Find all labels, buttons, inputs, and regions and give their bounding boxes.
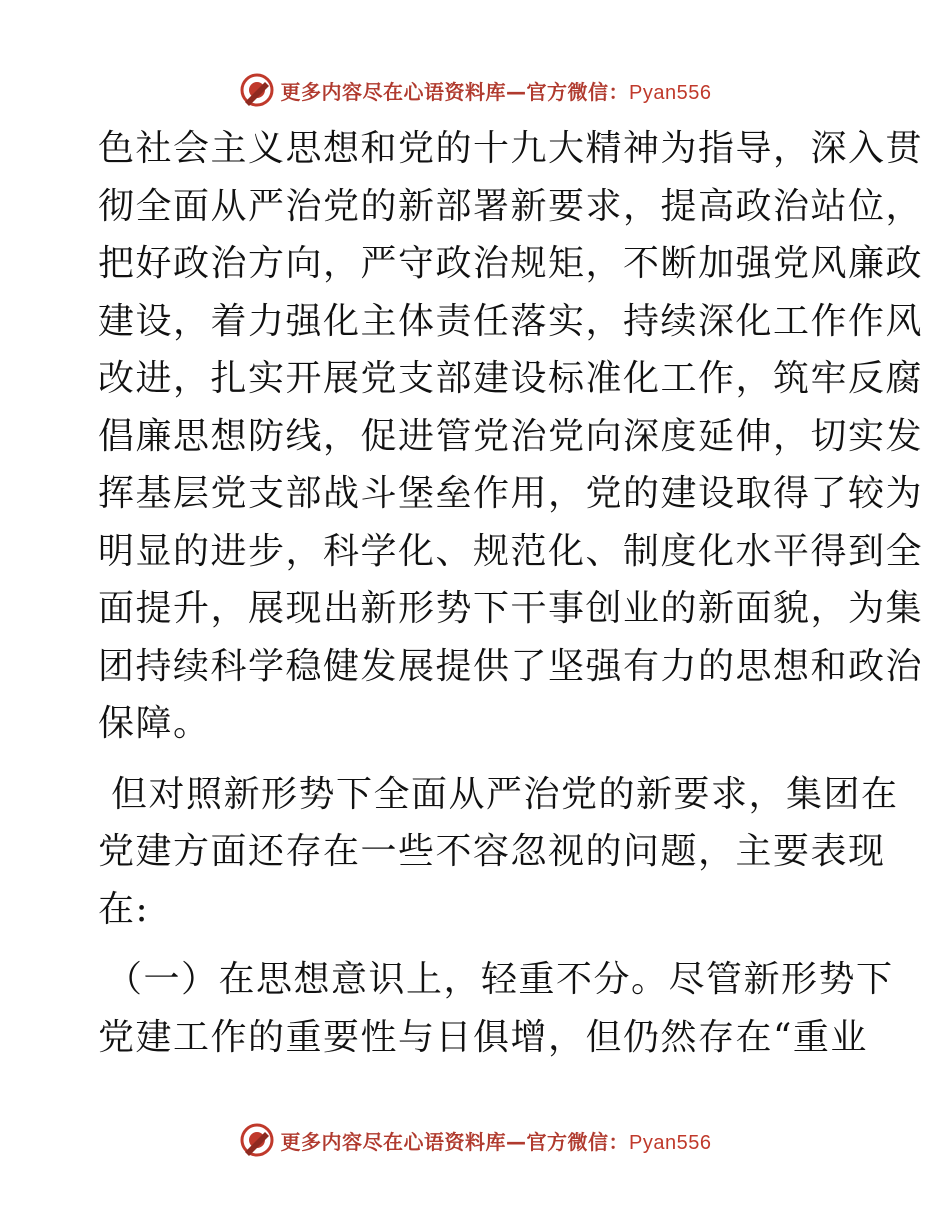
document-body [98,120,924,1066]
footer-watermark [0,1120,950,1160]
header-watermark [0,70,950,110]
pen-logo-icon [239,72,275,108]
text-line: 面提升，展现出新形势下干事创业的新面貌，为集 [98,588,924,629]
paragraph [98,766,899,939]
text-line: 党建工作的重要性与日俱增，但仍然存在“重业 [98,1016,868,1058]
watermark-label: 更多内容尽在心语资料库—官方微信： [280,1129,630,1154]
text-line: 挥基层党支部战斗堡垒作用，党的建设取得了较为 [98,473,924,514]
watermark-label: 更多内容尽在心语资料库—官方微信： [280,79,630,104]
text-line: 倡廉思想防线，促进管党治党向深度延伸，切实发 [98,415,924,457]
text-line: 把好政治方向，严守政治规矩，不断加强党风廉政 [98,243,924,284]
watermark-text [281,76,712,105]
pen-logo-icon [239,1122,275,1158]
watermark-wechat-id: Pyan556 [629,81,712,104]
text-line: 明显的进步，科学化、规范化、制度化水平得到全 [98,530,924,572]
text-line: （一）在思想意识上，轻重不分。尽管新形势下 [106,959,894,1000]
text-line: 保障。 [98,703,211,744]
text-line: 色社会主义思想和党的十九大精神为指导，深入贯 [98,128,924,169]
text-line: 党建方面还存在一些不容忽视的问题，主要表现 [98,831,886,872]
text-line: 建设，着力强化主体责任落实，持续深化工作作风 [98,300,924,342]
text-line: 改进，扎实开展党支部建设标准化工作，筑牢反腐 [98,358,924,399]
text-line: 但对照新形势下全面从严治党的新要求，集团在 [98,773,899,815]
paragraph [98,120,924,753]
paragraph [98,951,894,1066]
watermark-text [281,1126,712,1155]
text-line: 彻全面从严治党的新部署新要求，提高政治站位， [98,185,924,227]
text-line: 团持续科学稳健发展提供了坚强有力的思想和政治 [98,645,924,687]
text-line: 在: [98,888,150,930]
watermark-wechat-id: Pyan556 [629,1131,712,1154]
